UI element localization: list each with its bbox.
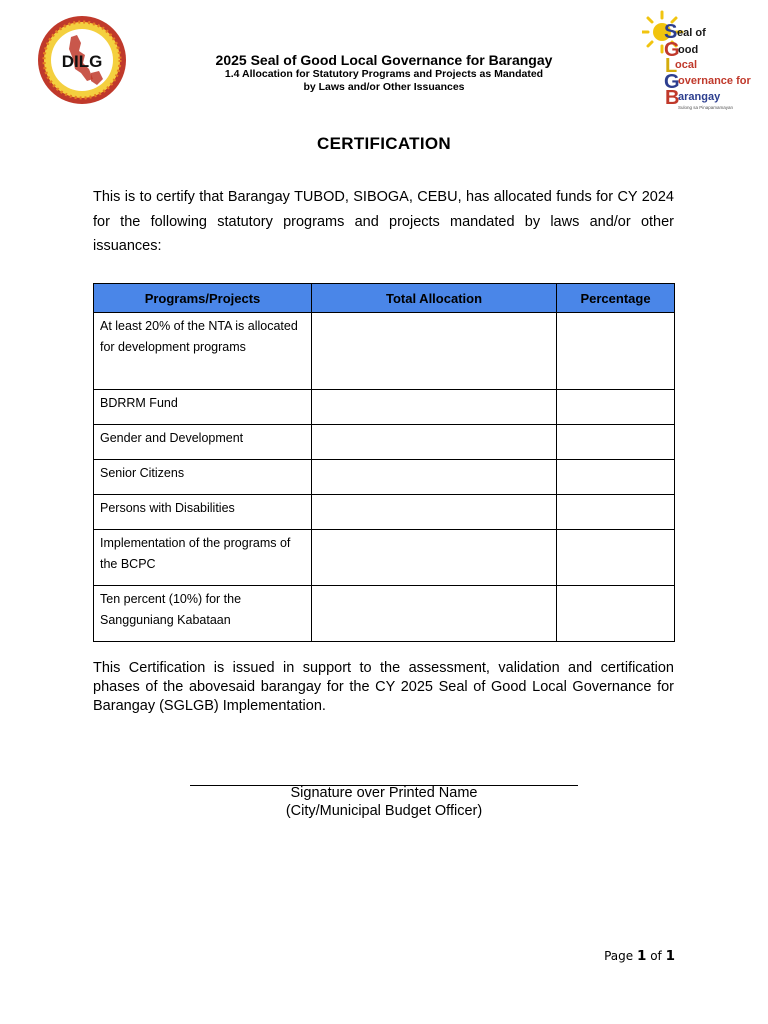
sglgb-letter-g1: G bbox=[664, 39, 680, 61]
sglgb-tagline: Sulong sa Pinapamamayan bbox=[678, 105, 734, 110]
dilg-seal-logo bbox=[33, 15, 131, 105]
percentage-cell[interactable] bbox=[557, 313, 675, 390]
percentage-cell[interactable] bbox=[557, 460, 675, 495]
program-cell: At least 20% of the NTA is allocated for development programs bbox=[94, 313, 312, 390]
allocation-table bbox=[93, 283, 675, 642]
table-row bbox=[94, 586, 675, 642]
program-cell: Ten percent (10%) for the Sangguniang Kabataan bbox=[94, 586, 312, 642]
closing-paragraph: This Certification is issued in support to the assessment, validation and certification phases of the abovesaid barangay for the CY 2025 Seal of Good Local Governance for Barangay (SGLGB) Implementation. bbox=[93, 660, 674, 714]
table-row bbox=[94, 390, 675, 425]
header-percentage: Percentage bbox=[557, 284, 675, 313]
sglgb-rest-g1: ood bbox=[678, 44, 699, 56]
page-label: Page bbox=[604, 949, 634, 963]
page-number bbox=[540, 948, 675, 964]
header-subtitle-line1: 1.4 Allocation for Statutory Programs and Projects as Mandated bbox=[224, 68, 544, 80]
allocation-cell[interactable] bbox=[312, 530, 557, 586]
table-row bbox=[94, 530, 675, 586]
sglgb-rest-b: arangay bbox=[678, 91, 721, 103]
sglgb-rest-l: ocal bbox=[675, 59, 698, 71]
allocation-cell[interactable] bbox=[312, 425, 557, 460]
header-title: 2025 Seal of Good Local Governance for Barangay bbox=[215, 52, 553, 68]
dilg-logo-text: DILG bbox=[61, 52, 103, 71]
percentage-cell[interactable] bbox=[557, 530, 675, 586]
page-total: 1 bbox=[665, 948, 675, 964]
header-total-allocation: Total Allocation bbox=[312, 284, 557, 313]
program-cell: Gender and Development bbox=[94, 425, 312, 460]
table-row bbox=[94, 460, 675, 495]
signatory-title: (City/Municipal Budget Officer) bbox=[285, 802, 483, 819]
signature-block bbox=[190, 785, 578, 820]
sglgb-letter-b: B bbox=[665, 87, 680, 109]
table-row bbox=[94, 313, 675, 390]
page-of: of bbox=[650, 949, 662, 963]
program-cell: Persons with Disabilities bbox=[94, 495, 312, 530]
allocation-cell[interactable] bbox=[312, 390, 557, 425]
percentage-cell[interactable] bbox=[557, 425, 675, 460]
table-row bbox=[94, 425, 675, 460]
allocation-cell[interactable] bbox=[312, 313, 557, 390]
sglgb-letter-s: S bbox=[664, 21, 678, 43]
percentage-cell[interactable] bbox=[557, 390, 675, 425]
program-cell: Senior Citizens bbox=[94, 460, 312, 495]
certification-title: CERTIFICATION bbox=[317, 134, 451, 153]
sglgb-rest-g2: overnance for bbox=[678, 75, 751, 87]
header-subtitle-line2: by Laws and/or Other Issuances bbox=[303, 80, 465, 93]
program-cell: BDRRM Fund bbox=[94, 390, 312, 425]
header-programs: Programs/Projects bbox=[94, 284, 312, 313]
allocation-cell[interactable] bbox=[312, 460, 557, 495]
page-current: 1 bbox=[636, 948, 647, 964]
document-header bbox=[140, 52, 628, 93]
intro-paragraph: This is to certify that Barangay TUBOD, SIBOGA, CEBU, has allocated funds for CY 2024 for the following statutory programs and projects mandated by laws and/or other issuances: bbox=[93, 189, 674, 254]
table-header-row bbox=[94, 284, 675, 313]
allocation-cell[interactable] bbox=[312, 586, 557, 642]
sglgb-letter-l: L bbox=[665, 55, 678, 77]
signature-caption: Signature over Printed Name bbox=[290, 785, 478, 801]
percentage-cell[interactable] bbox=[557, 586, 675, 642]
sglgb-logo bbox=[642, 8, 760, 110]
percentage-cell[interactable] bbox=[557, 495, 675, 530]
program-cell: Implementation of the programs of the BCPC bbox=[94, 530, 312, 586]
table-row bbox=[94, 495, 675, 530]
allocation-cell[interactable] bbox=[312, 495, 557, 530]
sglgb-rest-s: eal of bbox=[677, 27, 706, 39]
sglgb-letter-g2: G bbox=[664, 71, 680, 93]
